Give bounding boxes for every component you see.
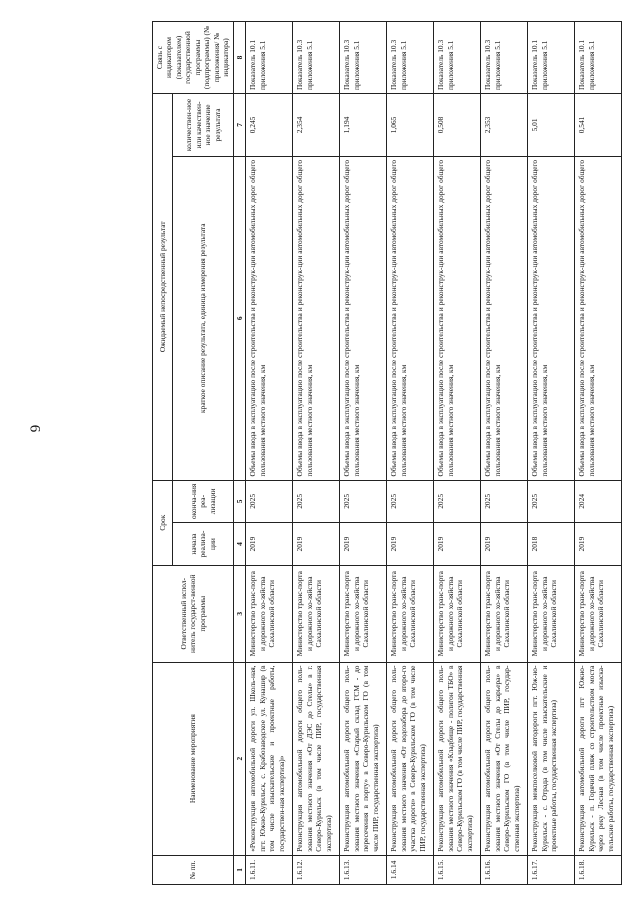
row-number: 1.6.17. bbox=[528, 855, 575, 884]
row-link: Показатель 10.3 приложения 5.1 bbox=[434, 22, 481, 94]
page-number: 6 bbox=[26, 424, 43, 433]
row-number: 1.6.14 bbox=[387, 855, 434, 884]
row-end: 2025 bbox=[481, 480, 528, 523]
row-desc: Объемы ввода в эксплуатацию после строительства и реконструк-ции автомобильных дорог общего пользования местного значения, км bbox=[434, 156, 481, 480]
column-number: 7 bbox=[233, 93, 245, 156]
header-desc: краткое описание результата, единица измерения результата bbox=[173, 156, 233, 480]
row-end: 2024 bbox=[575, 480, 622, 523]
row-link: Показатель 10.1 приложения 5.1 bbox=[575, 22, 622, 94]
column-number: 5 bbox=[233, 480, 245, 523]
table-row bbox=[575, 22, 622, 885]
row-value: 2,353 bbox=[481, 93, 528, 156]
row-number: 1.6.12. bbox=[293, 855, 340, 884]
table-row bbox=[481, 22, 528, 885]
row-responsible: Министерство транс-порта и дорожного хо-зяйства Сахалинской области bbox=[246, 565, 293, 662]
row-responsible: Министерство транс-порта и дорожного хо-зяйства Сахалинской области bbox=[340, 565, 387, 662]
row-value: 1,194 bbox=[340, 93, 387, 156]
header-value: количествен-ное или качествен-ное значение результата bbox=[173, 93, 233, 156]
rotated-table-container bbox=[152, 21, 622, 885]
row-responsible: Министерство транс-порта и дорожного хо-зяйства Сахалинской области bbox=[481, 565, 528, 662]
table-row bbox=[387, 22, 434, 885]
row-responsible: Министерство транс-порта и дорожного хо-зяйства Сахалинской области bbox=[434, 565, 481, 662]
row-desc: Объемы ввода в эксплуатацию после строительства и реконструк-ции автомобильных дорог общего пользования местного значения, км bbox=[246, 156, 293, 480]
row-value: 0,508 bbox=[434, 93, 481, 156]
row-number: 1.6.15. bbox=[434, 855, 481, 884]
row-end: 2025 bbox=[340, 480, 387, 523]
row-link: Показатель 10.3 приложения 5.1 bbox=[340, 22, 387, 94]
column-number: 4 bbox=[233, 523, 245, 566]
header-no: № пп. bbox=[153, 855, 234, 884]
row-start: 2019 bbox=[246, 523, 293, 566]
row-desc: Объемы ввода в эксплуатацию после строительства и реконструк-ции автомобильных дорог общего пользования местного значения, км bbox=[293, 156, 340, 480]
row-end: 2025 bbox=[528, 480, 575, 523]
row-responsible: Министерство транс-порта и дорожного хо-зяйства Сахалинской области bbox=[528, 565, 575, 662]
row-name: Реконструкция автомобильной дороги пгт Южно-Курильск - п. Горячий пляж со строительством моста через реку Лесная (в том числе проектные изыска-тельские работы, государственная экспертиза) bbox=[575, 662, 622, 855]
row-value: 5,01 bbox=[528, 93, 575, 156]
row-end: 2025 bbox=[246, 480, 293, 523]
header-expected: Ожидаемый непосредственный результат bbox=[153, 93, 173, 480]
row-name: Реконструкция автомобильной дороги общего поль-зования местного значения «От Стелы до карьера» в Северо-Курильском ГО (в том числе ПИР, государ-ственная экспертиза) bbox=[481, 662, 528, 855]
row-responsible: Министерство транс-порта и дорожного хо-зяйства Сахалинской области bbox=[293, 565, 340, 662]
row-number: 1.6.16. bbox=[481, 855, 528, 884]
row-start: 2019 bbox=[387, 523, 434, 566]
row-value: 2,354 bbox=[293, 93, 340, 156]
row-number: 1.6.13. bbox=[340, 855, 387, 884]
row-number: 1.6.11. bbox=[246, 855, 293, 884]
table-row bbox=[434, 22, 481, 885]
row-link: Показатель 10.1 приложения 5.1 bbox=[246, 22, 293, 94]
row-start: 2019 bbox=[434, 523, 481, 566]
row-number: 1.6.18. bbox=[575, 855, 622, 884]
row-name: «Реконструкция автомобильной дороги ул. Школь-ная, пгт. Южно-Курильск, с. Крабозаводское ул. Кунашир (в том числе изыскательские и проектные работы, государствен-ная экспертиза)» bbox=[246, 662, 293, 855]
row-link: Показатель 10.3 приложения 5.1 bbox=[387, 22, 434, 94]
row-desc: Объемы ввода в эксплуатацию после строительства и реконструк-ции автомобильных дорог общего пользования местного значения, км bbox=[575, 156, 622, 480]
header-end: оконча-ния реа-лизации bbox=[173, 480, 233, 523]
header-term: Срок bbox=[153, 480, 173, 565]
table-row bbox=[293, 22, 340, 885]
row-start: 2019 bbox=[340, 523, 387, 566]
row-start: 2018 bbox=[528, 523, 575, 566]
column-number: 2 bbox=[233, 662, 245, 855]
column-number: 1 bbox=[233, 855, 245, 884]
column-number: 3 bbox=[233, 565, 245, 662]
row-start: 2019 bbox=[293, 523, 340, 566]
header-name: Наименование мероприятия bbox=[153, 662, 234, 855]
row-end: 2025 bbox=[434, 480, 481, 523]
row-desc: Объемы ввода в эксплуатацию после строительства и реконструк-ции автомобильных дорог общего пользования местного значения, км bbox=[340, 156, 387, 480]
row-desc: Объемы ввода в эксплуатацию после строительства и реконструк-ции автомобильных дорог общего пользования местного значения, км bbox=[481, 156, 528, 480]
row-responsible: Министерство транс-порта и дорожного хо-зяйства Сахалинской области bbox=[387, 565, 434, 662]
row-link: Показатель 10.3 приложения 5.1 bbox=[481, 22, 528, 94]
header-start: начала реализа-ции bbox=[173, 523, 233, 566]
row-name: Реконструкция автомобильной дороги общего поль-зования местного значения «Кладбище - полигон ТБО» в Северо-Курильском ГО (в том числе ПИР, государственная экспертиза) bbox=[434, 662, 481, 855]
row-link: Показатель 10.3 приложения 5.1 bbox=[293, 22, 340, 94]
row-value: 0,541 bbox=[575, 93, 622, 156]
column-number: 6 bbox=[233, 156, 245, 480]
row-desc: Объемы ввода в эксплуатацию после строительства и реконструк-ции автомобильных дорог общего пользования местного значения, км bbox=[387, 156, 434, 480]
row-start: 2019 bbox=[481, 523, 528, 566]
column-number: 8 bbox=[233, 22, 245, 94]
table-row bbox=[340, 22, 387, 885]
row-value: 1,065 bbox=[387, 93, 434, 156]
row-link: Показатель 10.1 приложения 5.1 bbox=[528, 22, 575, 94]
row-end: 2025 bbox=[387, 480, 434, 523]
table-row bbox=[528, 22, 575, 885]
row-name: Реконструкция межпоселковой автодороги пгт. Юж-но-Курильск - с. Отрада (в том числе изыскательские и проектные работы, государственная экспертиза) bbox=[528, 662, 575, 855]
row-value: 0,245 bbox=[246, 93, 293, 156]
table-row bbox=[246, 22, 293, 885]
row-name: Реконструкция автомобильной дороги общего поль-зования местного значения «От ДЭС до Стелы» в г. Северо-Курильск (в том числе ПИР, государственная экспертиза) bbox=[293, 662, 340, 855]
results-table bbox=[152, 21, 622, 885]
row-name: Реконструкция автомобильной дороги общего поль-зования местного значения «Старый склад ГСМ - до пересечения в порту» в Северо-Курильском ГО (в том числе ПИР, государственная экспертиза) bbox=[340, 662, 387, 855]
header-link: Связь с индикатором (показателем) государственной программы (подпрограммы) (№ приложения/ № индикатора) bbox=[153, 22, 234, 94]
row-responsible: Министерство транс-порта и дорожного хо-зяйства Сахалинской области bbox=[575, 565, 622, 662]
row-name: Реконструкция автомобильной дороги общего поль-зования местного значения «От водозабора до второ-го участка дороги» в Северо-Курильском ГО (в том числе ПИР, государственная экспертиза) bbox=[387, 662, 434, 855]
row-start: 2019 bbox=[575, 523, 622, 566]
header-responsible: Ответственный испол-нитель государст-венной программы bbox=[153, 565, 234, 662]
row-desc: Объемы ввода в эксплуатацию после строительства и реконструк-ции автомобильных дорог общего пользования местного значения, км bbox=[528, 156, 575, 480]
row-end: 2025 bbox=[293, 480, 340, 523]
